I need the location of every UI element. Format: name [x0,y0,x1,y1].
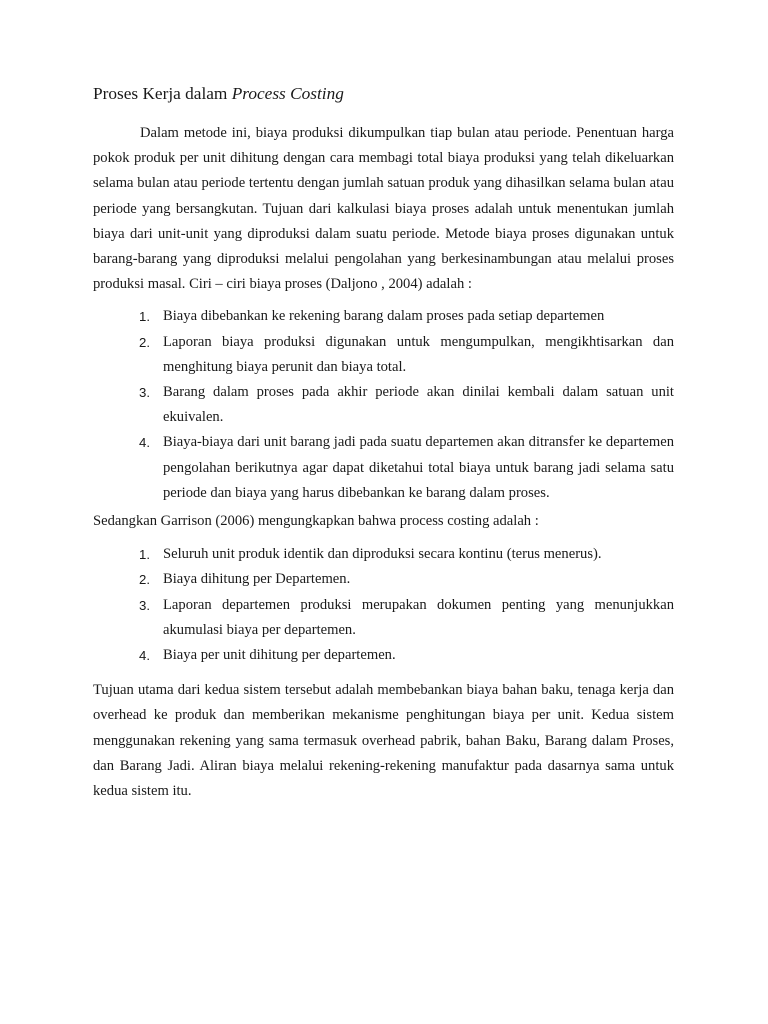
list-item [93,593,674,643]
list-item [93,304,674,329]
list-item-text: Biaya dibebankan ke rekening barang dalam proses pada setiap departemen [163,308,605,325]
list-item-text: Biaya per unit dihitung per departemen. [163,647,396,664]
garrison-list [93,542,674,668]
list-number: 2. [139,572,150,588]
list-item [93,542,674,567]
list-number: 3. [139,385,150,401]
list-item [93,567,674,592]
list-item-text: Laporan departemen produksi merupakan dokumen penting yang menunjukkan akumulasi biaya per departemen. [163,596,674,638]
list-number: 1. [139,547,150,563]
list-item-text: Biaya-biaya dari unit barang jadi pada suatu departemen akan ditransfer ke departemen pengolahan berikutnya agar dapat diketahui total biaya untuk barang jadi selama satu periode dan biaya yang harus dibebankan ke barang dalam proses. [163,434,674,501]
heading-italic: Process Costing [231,84,344,103]
list-item-text: Seluruh unit produk identik dan diproduksi secara kontinu (terus menerus). [163,546,602,563]
list-item-text: Biaya dihitung per Departemen. [163,571,351,588]
list-number: 3. [139,597,150,613]
list-item-text: Laporan biaya produksi digunakan untuk mengumpulkan, mengikhtisarkan dan menghitung biaya perunit dan biaya total. [163,333,674,375]
paragraph-garrison: Sedangkan Garrison (2006) mengungkapkan bahwa process costing adalah : [93,513,539,530]
heading-plain: Proses Kerja dalam [93,84,232,103]
list-item [93,380,674,430]
paragraph-intro: Dalam metode ini, biaya produksi dikumpulkan tiap bulan atau periode. Penentuan harga pokok produk per unit dihitung dengan cara membagi total biaya produksi yang telah dikeluarkan selama bulan atau periode tertentu dengan jumlah satuan produk yang dihasilkan selama bulan atau periode yang bersangkutan. Tujuan dari kalkulasi biaya proses adalah untuk menentukan jumlah biaya dari unit-unit yang diproduksi dalam suatu periode. Metode biaya proses digunakan untuk barang-barang yang diproduksi melalui pengolahan yang berkesinambungan atau melalui proses produksi masal. Ciri – ciri biaya proses (Daljono , 2004) adalah : [93,125,674,293]
list-item-text: Barang dalam proses pada akhir periode akan dinilai kembali dalam satuan unit ekuivalen. [163,384,674,426]
list-number: 2. [139,334,150,350]
list-number: 1. [139,309,150,325]
list-item [93,330,674,380]
list-number: 4. [139,648,150,664]
list-item [93,643,674,668]
list-number: 4. [139,435,150,451]
list-item [93,430,674,506]
section-heading [93,82,674,106]
process-costing-characteristics-list [93,304,674,506]
paragraph-conclusion: Tujuan utama dari kedua sistem tersebut adalah membebankan biaya bahan baku, tenaga kerja dan overhead ke produk dan memberikan mekanisme penghitungan biaya per unit. Kedua sistem menggunakan rekening yang sama termasuk overhead pabrik, bahan Baku, Barang dalam Proses, dan Barang Jadi. Aliran biaya melalui rekening-rekening manufaktur pada dasarnya sama untuk kedua sistem itu. [93,682,674,800]
